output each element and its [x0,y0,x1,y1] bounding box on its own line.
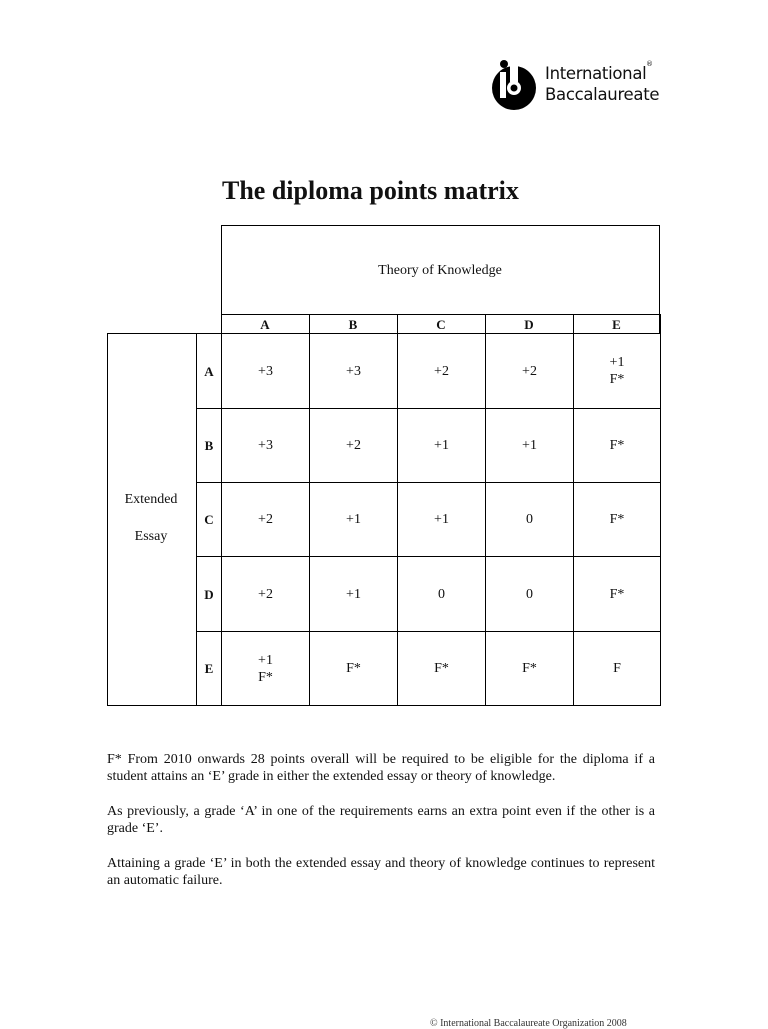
matrix-cell [486,483,573,556]
matrix-cell [222,334,309,408]
matrix-cell [398,334,485,408]
matrix-cell-value: F* [609,438,625,453]
matrix-cell-value: F* [258,669,273,685]
col-header-c: C [436,316,446,332]
note-double-e: Attaining a grade ‘E’ in both the extended essay and theory of knowledge continues to represent an automatic failure. [107,856,655,888]
matrix-cell-value: F* [434,661,449,676]
matrix-cell [398,483,485,556]
matrix-cell [310,557,397,631]
matrix-cell [486,632,573,705]
matrix-cell [574,632,660,705]
matrix-cell-value: +2 [346,438,361,453]
notes [107,751,655,907]
matrix-cell [398,557,485,631]
matrix-cell [574,557,660,631]
matrix-cell [486,557,573,631]
matrix-cell [574,409,660,482]
matrix-cell-value: +1 [346,586,361,602]
matrix-cell [486,334,573,408]
matrix-cell-value: F* [609,372,625,387]
matrix-cell-value: +2 [434,363,449,379]
column-group-label: Theory of Knowledge [378,262,502,278]
row-group-label: Extended Essay [124,492,178,544]
matrix-cell [222,409,309,482]
page-title: The diploma points matrix [222,176,519,205]
matrix-cell [398,632,485,705]
note-f-star: F* From 2010 onwards 28 points overall will be required to be eligible for the diploma if a student attains an ‘E’ grade in either the extended essay or theory of knowledge. [107,752,655,784]
matrix-cell [574,483,660,556]
matrix-cell [222,632,309,705]
matrix-cell-value: +3 [258,438,273,453]
matrix-cell [222,557,309,631]
matrix-cell-value: +1 [258,652,273,668]
registered-mark: ® [646,60,653,68]
matrix-cell-value: +2 [522,363,537,379]
matrix-cell [310,334,397,408]
matrix-cell-value: F* [609,512,625,527]
matrix-cell [574,334,660,408]
ib-logo-icon [490,58,540,112]
row-header-d: D [204,586,214,602]
col-header-divider [660,314,661,333]
note-grade-a: As previously, a grade ‘A’ in one of the requirements earns an extra point even if the other is a grade ‘E’. [107,804,655,836]
matrix-cell-value: F [613,661,621,676]
matrix-cell-value: 0 [526,512,533,527]
matrix-cell [398,409,485,482]
matrix-cell [310,632,397,705]
matrix-cell [310,483,397,556]
matrix-cell-value: 0 [526,586,533,602]
matrix-cell [486,409,573,482]
matrix-cell-value: +2 [258,512,273,527]
matrix-cell-value: F* [522,661,537,676]
logo-line-2: Baccalaureate [545,85,660,104]
matrix-cell [310,409,397,482]
col-header-d: D [524,316,534,332]
matrix-cell-value: +1 [434,512,449,527]
col-header-a: A [260,316,270,332]
row-header-a: A [204,363,214,379]
logo-wordmark [545,63,659,105]
matrix-cell-value: +3 [346,363,361,379]
matrix-cell-value: 0 [438,586,445,602]
matrix-cell-value: F* [346,661,361,676]
matrix-cell-value: +1 [522,438,537,453]
matrix-cell [222,483,309,556]
logo-line-1: International [545,64,647,83]
col-divider [660,333,661,706]
matrix-cell-value: F* [609,586,625,602]
matrix-cell-value: +2 [258,586,273,602]
matrix-cell-value: +1 [346,512,361,527]
ib-logo [490,58,665,116]
body-bottom-line [107,705,660,706]
matrix-cell-value: +3 [258,363,273,379]
col-header-b: B [348,316,358,332]
matrix-cell-value: +1 [434,438,449,453]
copyright-footer: © International Baccalaureate Organization 2008 [430,1018,627,1029]
matrix-cell-value: +1 [609,355,625,370]
col-header-e: E [612,316,621,332]
row-header-b: B [204,438,214,453]
row-header-c: C [204,512,214,527]
row-header-e: E [204,661,214,676]
